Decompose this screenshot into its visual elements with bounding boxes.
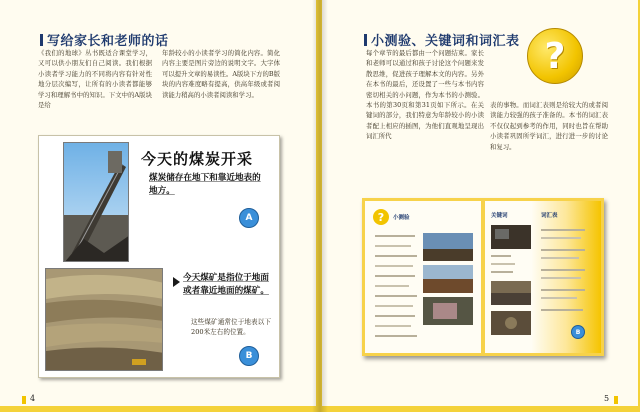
mini-photo — [423, 233, 473, 261]
right-heading: 小测验、关键词和词汇表 — [364, 30, 520, 49]
mini-badge-b: B — [571, 325, 585, 339]
page-number-marker — [614, 396, 618, 404]
pointer-arrow-icon — [173, 277, 180, 287]
right-paragraph-col1: 每个章节的最后都由一个问题结束。家长和老师可以通过和孩子讨论这个问题来发散思维，促进孩子理解本文的内容。另外在本书的最后，还设置了一些与本书内容密切相关的小问题，作为本书的小测验。本书的第30页和第31页如下所示。在关键词的部分，我们特意为年龄较小的小读者配上相应的插图，为他们直观地呈现出词汇所代 — [366, 49, 484, 141]
mini-quiz-title: 小测验 — [393, 215, 410, 221]
book-gutter — [312, 0, 328, 412]
mini-photo — [491, 281, 531, 305]
example-a-caption: 煤炭储存在地下和靠近地表的地方。 — [149, 173, 261, 196]
sample-pages-figure — [362, 198, 604, 356]
sample-glossary-page — [485, 201, 601, 353]
open-pit-photo — [45, 268, 163, 371]
mini-photo — [491, 225, 531, 249]
page-number-marker — [22, 396, 26, 404]
mini-question-icon: ? — [373, 209, 389, 225]
example-layout-figure — [38, 135, 280, 378]
left-page-number: 4 — [30, 394, 36, 403]
example-b-detail: 这些煤矿通常位于地表以下200米左右的位置。 — [191, 318, 271, 337]
left-heading: 写给家长和老师的话 — [40, 30, 169, 49]
mini-glossary-title: 词汇表 — [541, 213, 558, 219]
mini-keywords-title: 关键词 — [491, 213, 508, 219]
right-paragraph-col2: 表的事物。而词汇表则是给较大的或者阅读能力较强的孩子准备的。本书的词汇表不仅仅起到参考的作用，同时也旨在帮助小读者巩固所学词汇，进行进一步的讨论和复习。 — [490, 101, 608, 151]
mini-photo — [423, 265, 473, 293]
right-page-number: 5 — [604, 394, 610, 403]
question-mark-icon: ? — [527, 28, 583, 84]
sample-quiz-page — [365, 201, 481, 353]
left-paragraph-col1: 《我们的地球》丛书既适合课堂学习，又可以供小朋友们自己阅读。我们根据小读者学习能力的不同将内容有针对性地分层次编写，让所有的小读者都能够学习和理解书中的知识。下文中的A版块是给 — [38, 49, 152, 110]
example-b-caption: 今天煤矿是指位于地面或者靠近地面的煤矿。 — [183, 273, 269, 296]
heading-marker — [40, 34, 43, 46]
left-page — [0, 0, 316, 406]
mini-photo — [423, 297, 473, 325]
left-paragraph-col2: 年龄较小的小读者学习的简化内容。简化内容主要是图片旁边的说明文字。大字体可以提升文章的易读性。A版块下方的B版块的内容难度略有提高，供高年级或者阅读能力稍高的小读者阅读和学习。 — [162, 49, 280, 99]
mini-photo — [491, 311, 531, 335]
badge-a: A — [239, 208, 259, 228]
conveyor-photo — [63, 142, 129, 262]
badge-b: B — [239, 346, 259, 366]
example-title: 今天的煤炭开采 — [141, 150, 254, 168]
heading-marker — [364, 34, 367, 46]
